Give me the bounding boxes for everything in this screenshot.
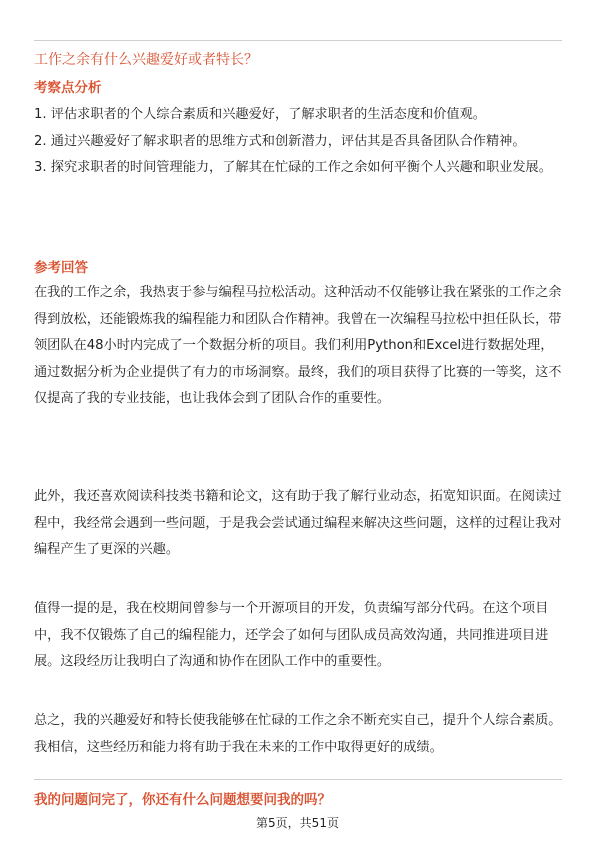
analysis-item: 2. 通过兴趣爱好了解求职者的思维方式和创新潜力，评估其是否具备团队合作精神。	[34, 133, 526, 149]
next-question: 我的问题问完了，你还有什么问题想要问我的吗？	[34, 792, 331, 808]
analysis-item: 1. 评估求职者的个人综合素质和兴趣爱好，了解求职者的生活态度和价值观。	[34, 107, 486, 122]
answer-paragraph: 总之，我的兴趣爱好和特长使我能够在忙碌的工作之余不断充实自己，提升个人综合素质。我相信，这些经历和能力将有助于我在未来的工作中取得更好的成绩。	[34, 713, 562, 755]
answer-paragraph: 值得一提的是，我在校期间曾参与一个开源项目的开发，负责编写部分代码。在这个项目中，我不仅锻炼了自己的编程能力，还学会了如何与团队成员高效沟通，共同推进项目进展。这段经历让我明白了沟通和协作在团队工作中的重要性。	[34, 601, 549, 669]
analysis-item: 3. 探究求职者的时间管理能力，了解其在忙碌的工作之余如何平衡个人兴趣和职业发展。	[34, 160, 552, 175]
page-number: 第5页，共51页	[256, 816, 339, 830]
top-divider	[34, 40, 562, 41]
analysis-title: 考察点分析	[34, 80, 102, 96]
answer-paragraph: 在我的工作之余，我热衷于参与编程马拉松活动。这种活动不仅能够让我在紧张的工作之余得到放松，还能锻炼我的编程能力和团队合作精神。我曾在一次编程马拉松中担任队长，带领团队在48小时内完成了一个数据分析的项目。我们利用Python和Excel进行数据处理，通过数据分析为企业提供了有力的市场洞察。最终，我们的项目获得了比赛的一等奖，这不仅提高了我的专业技能，也让我体会到了团队合作的重要性。	[34, 285, 562, 406]
analysis-list	[34, 102, 562, 182]
bottom-divider	[34, 779, 562, 780]
answer-title: 参考回答	[34, 260, 88, 276]
answer-paragraph: 此外，我还喜欢阅读科技类书籍和论文，这有助于我了解行业动态，拓宽知识面。在阅读过程中，我经常会遇到一些问题，于是我会尝试通过编程来解决这些问题，这样的过程让我对编程产生了更深的兴趣。	[34, 489, 562, 557]
question-title: 工作之余有什么兴趣爱好或者特长？	[34, 52, 258, 68]
